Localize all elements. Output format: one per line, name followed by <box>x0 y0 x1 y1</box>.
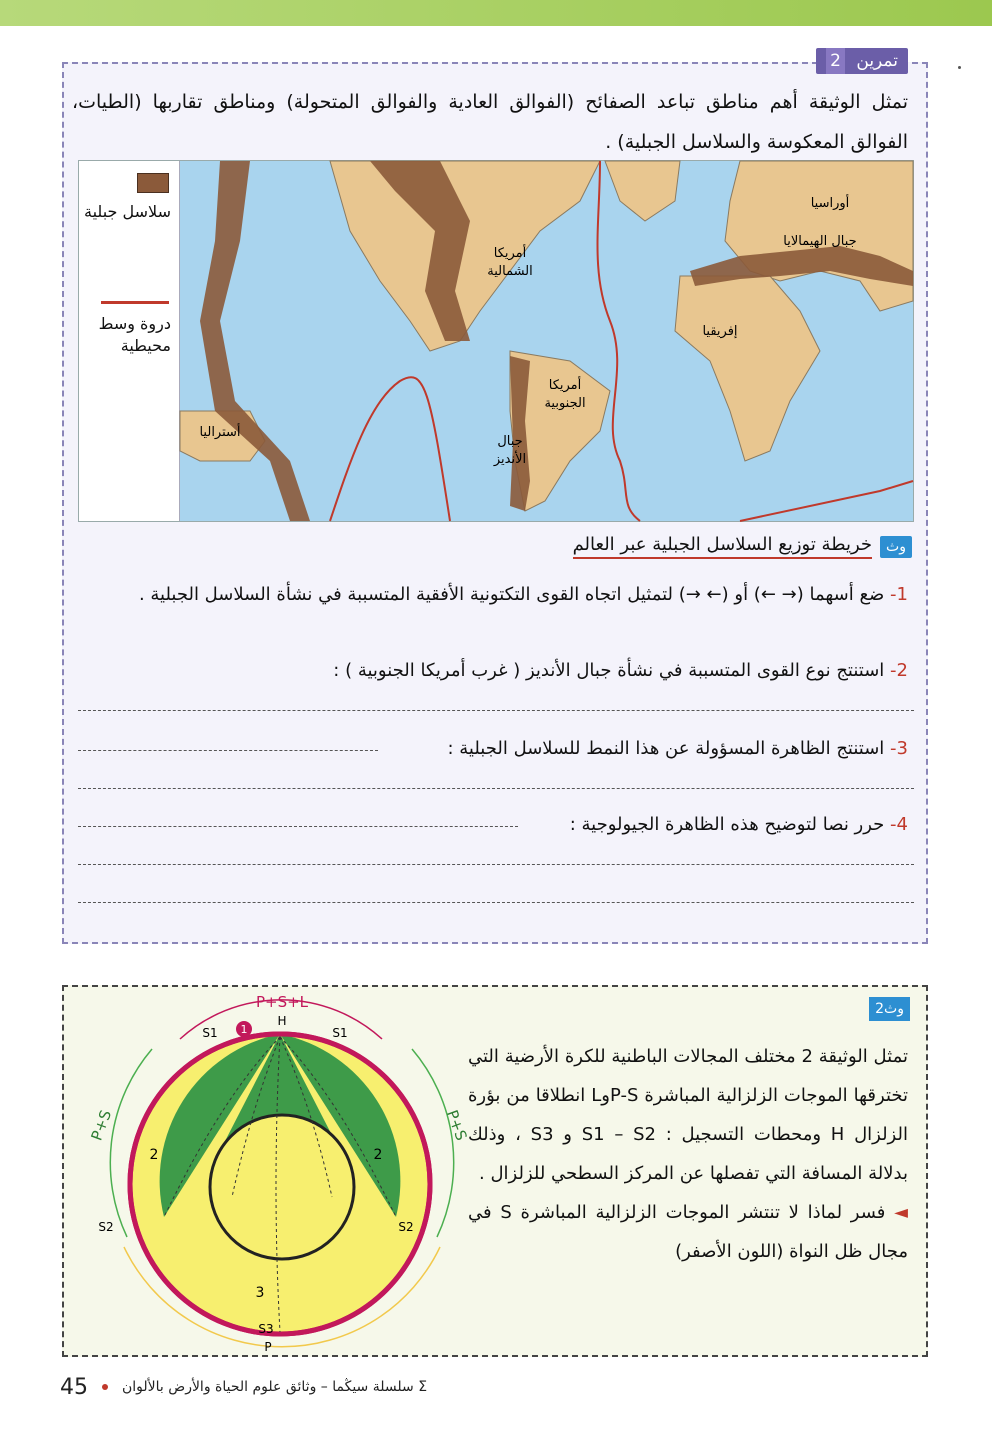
doc2-badge: وث2 <box>869 997 910 1021</box>
question-2-text: استنتج نوع القوى المتسببة في نشأة جبال الأنديز ( غرب أمريكا الجنوبية ) : <box>333 660 885 681</box>
doc2-paragraph <box>468 1037 908 1271</box>
question-3-text: استنتج الظاهرة المسؤولة عن هذا النمط للسلاسل الجبلية : <box>447 738 885 759</box>
top-color-bar <box>0 0 992 26</box>
label-australia: أستراليا <box>199 425 241 440</box>
exercise-tag <box>816 48 908 74</box>
series-title: Σ سلسلة سيڭما – وثائق علوم الحياة والأرض بالألوان <box>122 1379 428 1395</box>
label-south-america-2: الجنوبية <box>544 396 586 411</box>
legend-mountains-label: سلاسل جبلية <box>84 202 171 221</box>
exercise-number: 2 <box>826 48 845 74</box>
answer-line-4b[interactable] <box>78 864 914 866</box>
bullet-arrow-icon: ◄ <box>894 1202 908 1223</box>
page-number: 45 <box>60 1374 88 1400</box>
bottom-wave-label: P <box>264 1340 272 1354</box>
decorative-dot <box>958 66 961 69</box>
label-eurasia: أوراسيا <box>810 196 850 211</box>
question-3-number: 3- <box>890 738 908 759</box>
label-north-america-2: الشمالية <box>487 264 533 279</box>
doc2-question: فسر لماذا لا تنتشر الموجات الزلزالية المباشرة S في مجال ظل النواة (اللون الأصفر) <box>468 1202 908 1262</box>
footer-dot <box>102 1384 108 1390</box>
question-2 <box>72 652 908 690</box>
map-legend <box>79 161 180 521</box>
caption-text: خريطة توزيع السلاسل الجبلية عبر العالم <box>573 534 872 559</box>
question-1-number: 1- <box>890 584 908 605</box>
s2-right-label: S2 <box>398 1220 414 1234</box>
zone2-right-label: 2 <box>373 1147 383 1163</box>
question-2-number: 2- <box>890 660 908 681</box>
world-map <box>180 161 913 521</box>
exercise-box <box>62 51 928 944</box>
legend-ridge-label: دروة وسط محيطية <box>98 314 171 355</box>
zone2-left-label: 2 <box>149 1147 159 1163</box>
mountains-swatch <box>137 173 169 193</box>
doc2-description: تمثل الوثيقة 2 مختلف المجالات الباطنية للكرة الأرضية التي تخترقها الموجات الزلزالية المباشرة P-SوL انطلاقا من بؤرة الزلزال H ومحطات التسجيل : S1 – S2 و S3 ، وذلك بدلالة المسافة التي تفصلها عن المركز السطحي للزلزال . <box>468 1046 909 1184</box>
answer-line-3a[interactable] <box>78 750 378 752</box>
ridge-swatch <box>101 301 169 304</box>
top-label: P+S+L <box>255 993 309 1011</box>
earth-core <box>210 1115 354 1259</box>
label-andes-1: جبال <box>497 434 523 449</box>
label-south-america-1: أمريكا <box>548 378 582 393</box>
earth-seismic-diagram <box>72 987 471 1359</box>
answer-line-3b[interactable] <box>78 788 914 790</box>
answer-line-4a[interactable] <box>78 826 518 828</box>
zone3-label: 3 <box>255 1285 265 1301</box>
question-4 <box>72 806 908 844</box>
question-4-text: حرر نصا لتوضيح هذه الظاهرة الجيولوجية : <box>569 814 885 835</box>
question-3 <box>72 730 908 768</box>
s3-label: S3 <box>258 1322 274 1336</box>
exercise-intro: تمثل الوثيقة أهم مناطق تباعد الصفائح (الفوالق العادية والفوالق المتحولة) ومناطق تقاربها (الطيات، الفوالق المعكوسة والسلاسل الجبلية) . <box>72 91 908 153</box>
right-wave-label: P+S <box>442 1107 471 1143</box>
map-caption <box>573 534 912 559</box>
question-1 <box>72 576 908 614</box>
doc-badge: وث <box>880 536 912 558</box>
focus-label: H <box>277 1014 287 1028</box>
question-4-number: 4- <box>890 814 908 835</box>
question-1-text: ضع أسهما (→ ←) أو (← →) لتمثيل اتجاه القوى التكتونية الأفقية المتسببة في نشأة السلاسل الجبلية . <box>138 584 885 605</box>
label-north-america-1: أمريكا <box>493 246 527 261</box>
left-wave-label: P+S <box>87 1107 116 1143</box>
answer-line-2[interactable] <box>78 710 914 712</box>
s2-left-label: S2 <box>98 1220 114 1234</box>
label-africa: إفريقيا <box>702 324 738 339</box>
s1-left-label: S1 <box>202 1026 218 1040</box>
label-andes-2: الأنديز <box>493 452 527 467</box>
answer-line-4c[interactable] <box>78 902 914 904</box>
world-map-figure <box>78 160 914 522</box>
exercise-tag-label: تمرين <box>856 51 898 71</box>
page-footer <box>60 1372 480 1402</box>
document-2-box <box>62 985 928 1357</box>
label-himalaya: جبال الهيمالايا <box>783 234 857 249</box>
s1-right-label: S1 <box>332 1026 348 1040</box>
zone1-label: 1 <box>240 1023 248 1036</box>
